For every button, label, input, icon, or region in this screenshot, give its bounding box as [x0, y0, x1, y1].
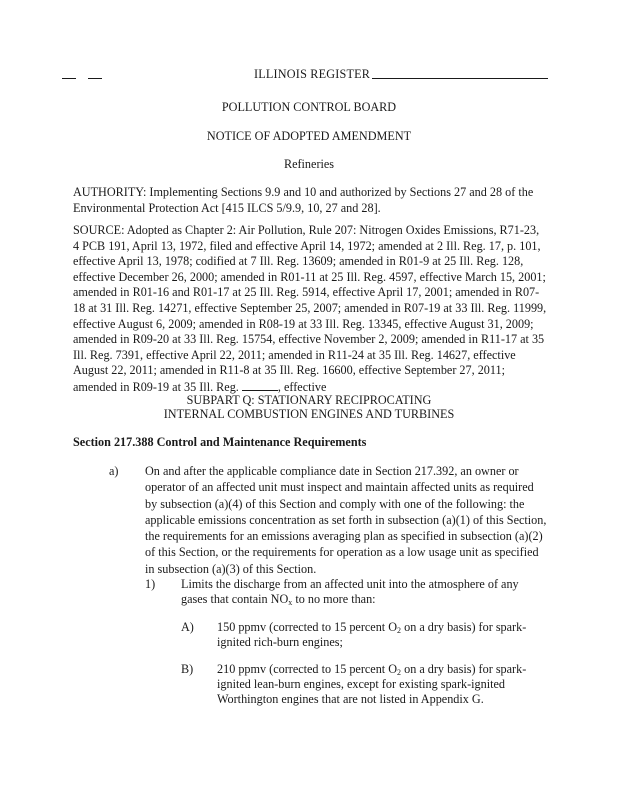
- subsection-a-line: On and after the applicable compliance date in Section 217.392, an owner or: [145, 464, 519, 478]
- subsection-a-line: applicable emissions concentration as set forth in subsection (a)(1) of this Section,: [145, 512, 547, 527]
- subsection-a-line: in subsection (a)(3) of this Section.: [145, 561, 317, 576]
- subsection-a-line: of this Section, or the requirements for operation as a low usage unit as specified: [145, 545, 539, 560]
- subsection-a-line: the requirements for an emissions averaging plan as specified in subsection (a)(2): [145, 529, 543, 544]
- source-line: amended in R01-16 and R01-17 at 25 Ill. Reg. 5914, effective April 17, 2001; amended in R07-: [73, 285, 540, 300]
- item-A-line1-sub: 2: [397, 626, 402, 635]
- source-line: effective April 13, 1978; codified at 7 Ill. Reg. 13609; amended in R01-9 at 25 Ill. Reg. 128,: [73, 254, 524, 269]
- subsection-a-line: operator of an affected unit must inspect and maintain affected units as required: [145, 480, 534, 495]
- source-last-line-prefix: amended in R09-19 at 35 Ill. Reg.: [73, 379, 242, 394]
- item-A-line1-pre: 150 ppmv (corrected to 15 percent O: [217, 620, 398, 634]
- item-B-line2: ignited lean-burn engines, except for existing spark-ignited: [217, 677, 506, 691]
- source-line: effective December 26, 2000; amended in R01-11 at 25 Ill. Reg. 4597, effective March 15, 2001;: [73, 269, 546, 284]
- item-A-line2: ignited rich-burn engines;: [217, 635, 343, 649]
- item-1-line2-post: to no more than:: [292, 592, 376, 606]
- item-A-line1: [217, 619, 526, 635]
- notice-subject: Refineries: [283, 157, 335, 171]
- register-title: ILLINOIS REGISTER: [254, 67, 371, 81]
- item-B-line1-sub: 2: [397, 668, 402, 677]
- header-rule-right: [372, 78, 548, 79]
- subsection-a-line: by subsection (a)(4) of this Section and comply with one of the following: the: [145, 496, 525, 511]
- notice-title: NOTICE OF ADOPTED AMENDMENT: [206, 129, 412, 143]
- item-B-line3: Worthington engines that are not listed in Appendix G.: [217, 692, 484, 706]
- subsection-a-label: a): [109, 464, 119, 478]
- source-paragraph: [73, 223, 551, 396]
- item-B-line1: [217, 661, 526, 677]
- authority-line: Environmental Protection Act [415 ILCS 5/9.9, 10, 27 and 28].: [73, 201, 381, 215]
- item-B-label: B): [181, 662, 194, 676]
- subpart-heading-line1: SUBPART Q: STATIONARY RECIPROCATING: [186, 393, 432, 407]
- source-line: Ill. Reg. 7391, effective April 22, 2011; amended in R11-24 at 35 Ill. Reg. 14627, effective: [73, 347, 516, 362]
- item-1-label: 1): [145, 577, 156, 591]
- authority-paragraph: [73, 184, 551, 216]
- item-A-label: A): [181, 620, 194, 634]
- authority-line: AUTHORITY: Implementing Sections 9.9 and 10 and authorized by Sections 27 and 28 of the: [73, 185, 534, 199]
- item-1-line2: [181, 591, 376, 607]
- source-line: amended in R09-20 at 33 Ill. Reg. 15754, effective November 2, 2009; amended in R11-17 at 35: [73, 332, 545, 347]
- register-page-blank: [242, 379, 278, 391]
- source-last-line-suffix: , effective: [277, 379, 327, 394]
- item-1-line1: Limits the discharge from an affected unit into the atmosphere of any: [181, 577, 519, 591]
- source-line: SOURCE: Adopted as Chapter 2: Air Pollution, Rule 207: Nitrogen Oxides Emissions, R71-23,: [73, 223, 540, 237]
- source-line: August 22, 2011; amended in R11-8 at 35 Ill. Reg. 16600, effective September 27, 2011;: [73, 363, 506, 378]
- source-line: 4 PCB 191, April 13, 1972, filed and effective April 14, 1972; amended at 2 Ill. Reg. 17, p. 101,: [73, 238, 541, 253]
- source-line: 18 at 31 Ill. Reg. 14271, effective September 25, 2007; amended in R07-19 at 33 Ill. Reg. 11999,: [73, 300, 547, 315]
- source-line: effective August 6, 2009; amended in R08-19 at 33 Ill. Reg. 13345, effective August 31, 2009;: [73, 316, 534, 331]
- item-A-line1-post: on a dry basis) for spark-: [401, 620, 527, 634]
- subpart-heading-line2: INTERNAL COMBUSTION ENGINES AND TURBINES: [163, 407, 455, 421]
- item-B-line1-post: on a dry basis) for spark-: [401, 662, 527, 676]
- header-rule-left-2: [88, 78, 102, 79]
- agency-name: POLLUTION CONTROL BOARD: [221, 100, 397, 114]
- header-rule-left-1: [62, 78, 76, 79]
- item-B-line1-pre: 210 ppmv (corrected to 15 percent O: [217, 662, 398, 676]
- subsection-a-text: [145, 463, 546, 577]
- item-1-line2-pre: gases that contain NO: [181, 592, 289, 606]
- section-heading: Section 217.388 Control and Maintenance Requirements: [73, 435, 367, 449]
- item-1-line2-sub: x: [288, 598, 293, 607]
